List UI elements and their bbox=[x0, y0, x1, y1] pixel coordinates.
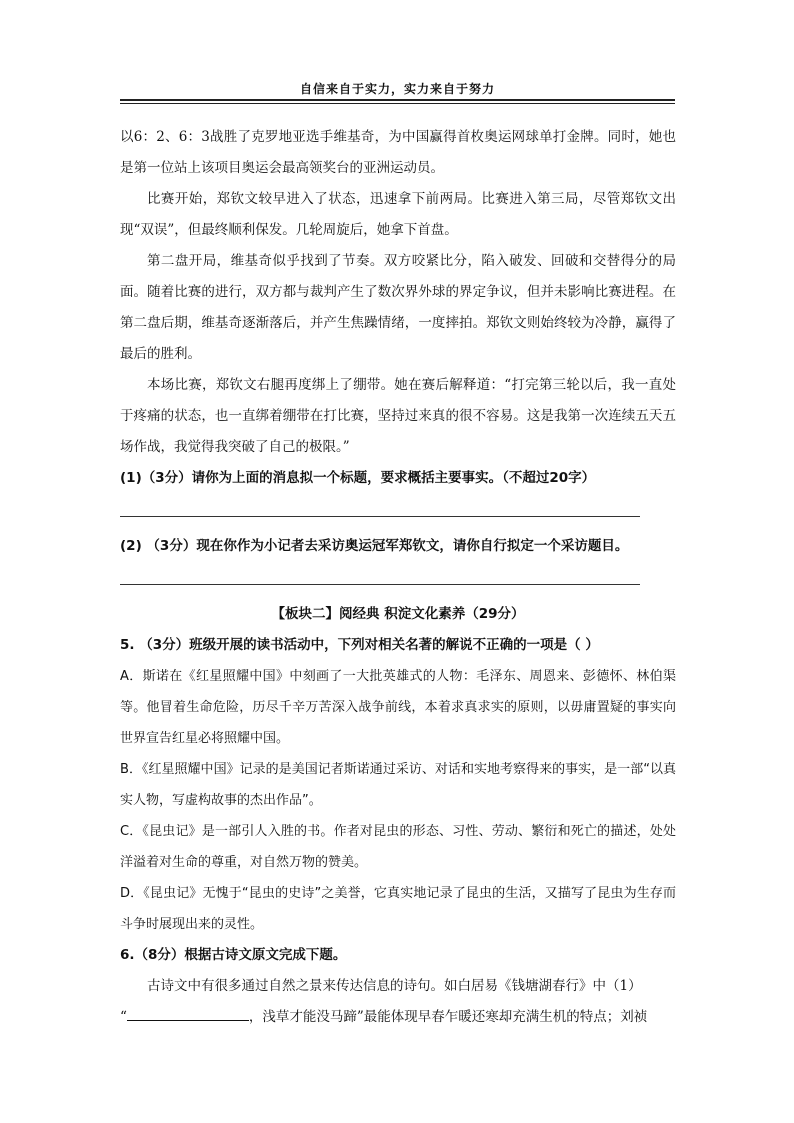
section-heading: 【板块二】阅经典 积淀文化素养（29分） bbox=[271, 606, 525, 622]
question-6-intro: 古诗文中有很多通过自然之景来传达信息的诗句。如白居易《钱塘湖春行》中（1） bbox=[147, 978, 642, 994]
header-rule-thick bbox=[120, 99, 675, 101]
question-5-option-d: D．《昆虫记》无愧于“昆虫的史诗”之美誉，它真实地记录了昆虫的生活，又描写了昆虫为生存而斗争时展现出来的灵性。 bbox=[120, 886, 676, 932]
header-rule-thin bbox=[120, 103, 675, 104]
page-header: 自信来自于实力，实力来自于努力 bbox=[299, 82, 495, 96]
question-5-stem: 5. （3分）班级开展的读书活动中，下列对相关名著的解说不正确的一项是（ ） bbox=[120, 637, 599, 653]
answer-line-2[interactable] bbox=[120, 562, 640, 585]
question-6-fill-line bbox=[120, 1002, 676, 1033]
question-6-stem: 6.（8分）根据古诗文原文完成下题。 bbox=[120, 947, 347, 963]
fill-blank-1[interactable] bbox=[127, 1006, 249, 1021]
question-1: (1)（3分）请你为上面的消息拟一个标题，要求概括主要事实。（不超过20字） bbox=[120, 470, 596, 486]
question-2: (2) （3分）现在你作为小记者去采访奥运冠军郑钦文，请你自行拟定一个采访题目。 bbox=[120, 538, 629, 554]
passage-paragraph-1: 以6：2、6：3战胜了克罗地亚选手维基奇，为中国赢得首枚奥运网球单打金牌。同时，她也是第一位站上该项目奥运会最高领奖台的亚洲运动员。 bbox=[120, 129, 676, 176]
document-body bbox=[120, 122, 676, 1033]
answer-line-1[interactable] bbox=[120, 494, 640, 517]
open-quote: “ bbox=[120, 1009, 127, 1025]
question-5-option-b: B．《红星照耀中国》记录的是美国记者斯诺通过采访、对话和实地考察得来的事实，是一部“以真实人物，写虚构故事的杰出作品”。 bbox=[120, 762, 676, 808]
question-6-line-rest: ，浅草才能没马蹄”最能体现早春乍暖还寒却充满生机的特点；刘祯 bbox=[248, 1009, 648, 1025]
passage-paragraph-4: 本场比赛，郑钦文右腿再度绑上了绷带。她在赛后解释道：“打完第三轮以后，我一直处于疼痛的状态，也一直绑着绷带在打比赛，坚持过来真的很不容易。这是我第一次连续五天五场作战，我觉得我突破了自己的极限。” bbox=[120, 377, 676, 455]
passage-paragraph-3: 第二盘开局，维基奇似乎找到了节奏。双方咬紧比分，陷入破发、回破和交替得分的局面。随着比赛的进行，双方都与裁判产生了数次界外球的界定争议，但并未影响比赛进程。在第二盘后期，维基奇逐渐落后，并产生焦躁情绪，一度摔拍。郑钦文则始终较为冷静，赢得了最后的胜利。 bbox=[120, 253, 676, 362]
question-5-option-a: A．斯诺在《红星照耀中国》中刻画了一大批英雄式的人物：毛泽东、周恩来、彭德怀、林伯渠等。他冒着生命危险，历尽千辛万苦深入战争前线，本着求真求实的原则，以毋庸置疑的事实向世界宣告红星必将照耀中国。 bbox=[120, 669, 676, 746]
passage-paragraph-2: 比赛开始，郑钦文较早进入了状态，迅速拿下前两局。比赛进入第三局，尽管郑钦文出现“双误”，但最终顺利保发。几轮周旋后，她拿下首盘。 bbox=[120, 191, 676, 238]
question-5-option-c: C．《昆虫记》是一部引人入胜的书。作者对昆虫的形态、习性、劳动、繁衍和死亡的描述，处处洋溢着对生命的尊重，对自然万物的赞美。 bbox=[120, 824, 676, 870]
